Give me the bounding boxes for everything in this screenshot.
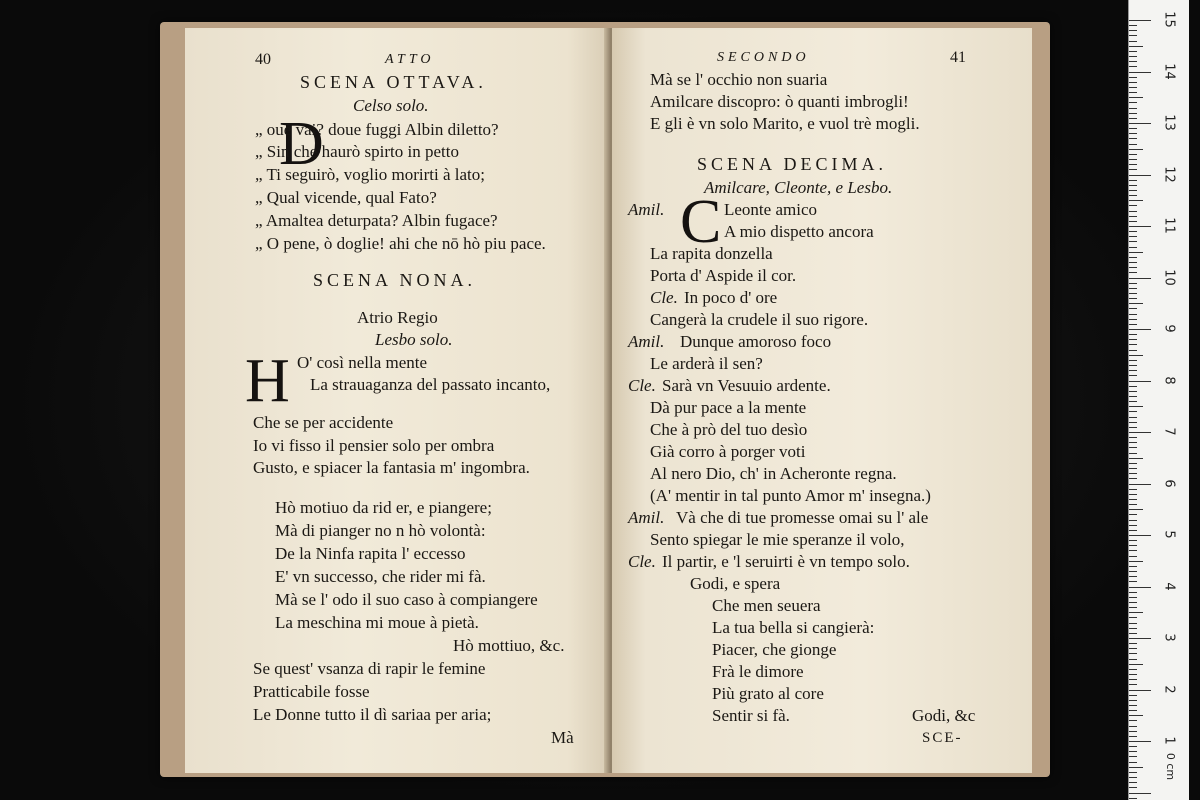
- ruler-tick: [1129, 741, 1151, 742]
- ruler-tick: [1129, 314, 1137, 315]
- ruler-tick: [1129, 128, 1137, 129]
- ruler-tick: [1129, 422, 1137, 423]
- ruler-tick: [1129, 767, 1143, 768]
- ruler-tick: [1129, 169, 1137, 170]
- ruler-number: 1: [1161, 736, 1177, 745]
- speaker-label: Cle.: [650, 288, 678, 307]
- ruler-tick: [1129, 772, 1137, 773]
- verse-line: „ Amaltea deturpata? Albin fugace?: [255, 211, 498, 230]
- verse-line: Le Donne tutto il dì sariaa per aria;: [253, 705, 492, 724]
- ruler-tick: [1129, 262, 1137, 263]
- ruler-tick: [1129, 118, 1137, 119]
- speaker-label: Amil.: [628, 508, 665, 527]
- ruler-tick: [1129, 41, 1137, 42]
- verse-line: La tua bella si cangierà:: [712, 618, 875, 637]
- verse-line: Mà se l' occhio non suaria: [650, 70, 828, 89]
- ruler-tick: [1129, 164, 1137, 165]
- ruler-tick: [1129, 468, 1137, 469]
- measurement-ruler: [1128, 0, 1189, 800]
- verse-line: Il partir, e 'l seruirti è vn tempo solo.: [662, 552, 910, 571]
- verse-line: Dà pur pace a la mente: [650, 398, 807, 417]
- verse-line: Amilcare discopro: ò quanti imbrogli!: [650, 92, 909, 111]
- ruler-tick: [1129, 793, 1151, 794]
- ruler-tick: [1129, 458, 1143, 459]
- ruler-tick: [1129, 427, 1137, 428]
- ruler-tick: [1129, 56, 1137, 57]
- verse-line: La strauaganza del passato incanto,: [310, 375, 551, 394]
- right-page: [612, 28, 1032, 773]
- ruler-tick: [1129, 339, 1137, 340]
- verse-line: „ Sin che haurò spirto in petto: [255, 142, 459, 161]
- ruler-tick: [1129, 334, 1137, 335]
- scene8-cast: Celso solo.: [353, 96, 429, 115]
- ruler-tick: [1129, 267, 1137, 268]
- ruler-tick: [1129, 365, 1137, 366]
- ruler-tick: [1129, 638, 1151, 639]
- verse-line: Al nero Dio, ch' in Acheronte regna.: [650, 464, 897, 483]
- verse-line: In poco d' ore: [684, 288, 778, 307]
- ruler-tick: [1129, 411, 1137, 412]
- ruler-tick: [1129, 391, 1137, 392]
- ruler-tick: [1129, 520, 1137, 521]
- ruler-tick: [1129, 695, 1137, 696]
- ruler-tick: [1129, 581, 1137, 582]
- ruler-tick: [1129, 720, 1137, 721]
- ruler-tick: [1129, 525, 1137, 526]
- verse-line: Pratticabile fosse: [253, 682, 370, 701]
- ruler-tick: [1129, 710, 1137, 711]
- verse-line: Sentir si fà.: [712, 706, 790, 725]
- ruler-number: 15: [1161, 11, 1177, 28]
- ruler-tick: [1129, 298, 1137, 299]
- ruler-tick: [1129, 406, 1143, 407]
- ruler-tick: [1129, 705, 1137, 706]
- ruler-number: 7: [1161, 427, 1177, 436]
- ruler-tick: [1129, 653, 1137, 654]
- ruler-tick: [1129, 561, 1143, 562]
- scene9-title: SCENA NONA.: [313, 270, 477, 290]
- ruler-tick: [1129, 102, 1137, 103]
- ruler-tick: [1129, 123, 1151, 124]
- verse-line: „ Qual vicende, qual Fato?: [255, 188, 437, 207]
- verse-line: Piacer, che gionge: [712, 640, 837, 659]
- ruler-tick: [1129, 272, 1137, 273]
- ruler-tick: [1129, 777, 1137, 778]
- verse-line: E' vn successo, che rider mi fà.: [275, 567, 486, 586]
- drop-cap-d: D: [279, 110, 324, 178]
- ruler-tick: [1129, 401, 1137, 402]
- drop-cap-h: H: [245, 347, 290, 415]
- ruler-tick: [1129, 66, 1137, 67]
- ruler-tick: [1129, 514, 1137, 515]
- ruler-tick: [1129, 180, 1137, 181]
- ruler-tick: [1129, 108, 1137, 109]
- verse-line: Cangerà la crudele il suo rigore.: [650, 310, 869, 329]
- verse-line: E gli è vn solo Marito, e vuol trè mogli.: [650, 114, 920, 133]
- ruler-tick: [1129, 587, 1151, 588]
- verse-line: „ O pene, ò doglie! ahi che nō hò piu pace.: [255, 234, 546, 253]
- verse-line: Più grato al core: [712, 684, 824, 703]
- ruler-tick: [1129, 319, 1137, 320]
- ruler-tick: [1129, 550, 1137, 551]
- verse-line: Hò mottiuo, &c.: [453, 636, 565, 655]
- ruler-tick: [1129, 504, 1137, 505]
- ruler-tick: [1129, 82, 1137, 83]
- ruler-tick: [1129, 674, 1137, 675]
- ruler-tick: [1129, 463, 1137, 464]
- ruler-tick: [1129, 241, 1137, 242]
- ruler-tick: [1129, 530, 1137, 531]
- verse-line: Le arderà il sen?: [650, 354, 763, 373]
- verse-line: Se quest' vsanza di rapir le femine: [253, 659, 486, 678]
- speaker-label: Cle.: [628, 552, 656, 571]
- ruler-tick: [1129, 535, 1151, 536]
- verse-line: Frà le dimore: [712, 662, 804, 681]
- verse-line: Godi, e spera: [690, 574, 781, 593]
- page-number-left: 40: [255, 51, 271, 68]
- ruler-tick: [1129, 72, 1151, 73]
- ruler-tick: [1129, 726, 1137, 727]
- ruler-tick: [1129, 442, 1137, 443]
- ruler-tick: [1129, 751, 1137, 752]
- ruler-tick: [1129, 87, 1137, 88]
- ruler-tick: [1129, 30, 1137, 31]
- ruler-tick: [1129, 628, 1137, 629]
- ruler-tick: [1129, 138, 1137, 139]
- ruler-number: 8: [1161, 375, 1177, 385]
- ruler-number: 9: [1161, 324, 1177, 333]
- page-number-right: 41: [950, 49, 966, 66]
- verse-line: Sento spiegar le mie speranze il volo,: [650, 530, 905, 549]
- ruler-tick: [1129, 46, 1143, 47]
- verse-line: O' così nella mente: [297, 353, 428, 372]
- ruler-tick: [1129, 607, 1137, 608]
- ruler-tick: [1129, 447, 1137, 448]
- ruler-tick: [1129, 205, 1137, 206]
- ruler-tick: [1129, 473, 1137, 474]
- scene9-cast: Lesbo solo.: [375, 330, 453, 349]
- ruler-tick: [1129, 236, 1137, 237]
- ruler-tick: [1129, 484, 1151, 485]
- ruler-number: 4: [1161, 581, 1177, 591]
- ruler-tick: [1129, 97, 1143, 98]
- ruler-tick: [1129, 499, 1137, 500]
- verse-line: Godi, &c: [912, 706, 976, 725]
- speaker-label: Cle.: [628, 376, 656, 395]
- ruler-tick: [1129, 149, 1143, 150]
- ruler-tick: [1129, 355, 1143, 356]
- ruler-tick: [1129, 381, 1151, 382]
- ruler-tick: [1129, 185, 1137, 186]
- ruler-unit-label: 0 cm: [1164, 752, 1178, 781]
- ruler-tick: [1129, 659, 1137, 660]
- scene9-place: Atrio Regio: [357, 308, 438, 327]
- scene10-title: SCENA DECIMA.: [697, 154, 888, 174]
- ruler-tick: [1129, 61, 1137, 62]
- ruler-tick: [1129, 478, 1137, 479]
- verse-line: A mio dispetto ancora: [724, 222, 874, 241]
- ruler-tick: [1129, 700, 1137, 701]
- ruler-tick: [1129, 623, 1137, 624]
- ruler-tick: [1129, 144, 1137, 145]
- ruler-number: 14: [1161, 62, 1177, 80]
- ruler-tick: [1129, 293, 1137, 294]
- ruler-tick: [1129, 602, 1137, 603]
- ruler-tick: [1129, 25, 1137, 26]
- ruler-tick: [1129, 360, 1137, 361]
- ruler-tick: [1129, 288, 1137, 289]
- verse-line: Che men seuera: [712, 596, 821, 615]
- verse-line: De la Ninfa rapita l' eccesso: [275, 544, 466, 563]
- verse-line: (A' mentir in tal punto Amor m' insegna.): [650, 486, 931, 505]
- ruler-number: 11: [1161, 217, 1177, 234]
- ruler-tick: [1129, 684, 1137, 685]
- verse-line: Dunque amoroso foco: [680, 332, 832, 351]
- ruler-tick: [1129, 494, 1137, 495]
- verse-line: La rapita donzella: [650, 244, 773, 263]
- ruler-tick: [1129, 787, 1137, 788]
- ruler-number: 5: [1161, 530, 1177, 539]
- ruler-tick: [1129, 113, 1137, 114]
- ruler-tick: [1129, 350, 1137, 351]
- ruler-tick: [1129, 375, 1137, 376]
- ruler-tick: [1129, 247, 1137, 248]
- verse-line: Io vi fisso il pensier solo per ombra: [253, 436, 495, 455]
- ruler-number: 10: [1161, 268, 1177, 286]
- ruler-tick: [1129, 51, 1137, 52]
- ruler-tick: [1129, 396, 1137, 397]
- verse-line: La meschina mi moue à pietà.: [275, 613, 479, 632]
- ruler-tick: [1129, 679, 1137, 680]
- ruler-tick: [1129, 648, 1137, 649]
- ruler-tick: [1129, 571, 1137, 572]
- ruler-tick: [1129, 664, 1143, 665]
- ruler-tick: [1129, 175, 1151, 176]
- running-head-right: SECONDO: [717, 50, 810, 65]
- ruler-tick: [1129, 509, 1143, 510]
- ruler-tick: [1129, 133, 1137, 134]
- ruler-tick: [1129, 576, 1137, 577]
- ruler-tick: [1129, 92, 1137, 93]
- verse-line: Che se per accidente: [253, 413, 394, 432]
- ruler-tick: [1129, 195, 1137, 196]
- ruler-tick: [1129, 597, 1137, 598]
- verse-line: Hò motiuo da rid er, e piangere;: [275, 498, 492, 517]
- ruler-number: 6: [1161, 478, 1177, 488]
- ruler-tick: [1129, 370, 1137, 371]
- speaker-label: Amil.: [628, 332, 665, 351]
- verse-line: Già corro à porger voti: [650, 442, 806, 461]
- ruler-tick: [1129, 324, 1137, 325]
- ruler-tick: [1129, 489, 1137, 490]
- scene8-title: SCENA OTTAVA.: [300, 72, 487, 92]
- verse-line: Mà se l' odo il suo caso à compiangere: [275, 590, 538, 609]
- catchword-left: Mà: [551, 728, 574, 747]
- ruler-tick: [1129, 437, 1137, 438]
- ruler-tick: [1129, 617, 1137, 618]
- ruler-tick: [1129, 746, 1137, 747]
- verse-line: Che à prò del tuo desìo: [650, 420, 808, 439]
- catchword-right: SCE-: [922, 730, 963, 746]
- ruler-tick: [1129, 159, 1137, 160]
- verse-line: Porta d' Aspide il cor.: [650, 266, 797, 285]
- ruler-tick: [1129, 77, 1137, 78]
- ruler-tick: [1129, 669, 1137, 670]
- ruler-tick: [1129, 221, 1137, 222]
- ruler-tick: [1129, 278, 1151, 279]
- ruler-tick: [1129, 756, 1137, 757]
- ruler-tick: [1129, 211, 1137, 212]
- ruler-tick: [1129, 226, 1151, 227]
- ruler-tick: [1129, 154, 1137, 155]
- scene10-cast: Amilcare, Cleonte, e Lesbo.: [704, 178, 893, 197]
- ruler-tick: [1129, 540, 1137, 541]
- verse-line: Leonte amico: [724, 200, 817, 219]
- speaker-label: Amil.: [628, 200, 665, 219]
- ruler-tick: [1129, 633, 1137, 634]
- running-head-left: ATTO: [385, 52, 435, 67]
- ruler-tick: [1129, 257, 1137, 258]
- ruler-tick: [1129, 612, 1143, 613]
- ruler-tick: [1129, 303, 1143, 304]
- ruler-number: 2: [1161, 684, 1177, 694]
- ruler-tick: [1129, 736, 1137, 737]
- ruler-tick: [1129, 283, 1137, 284]
- ruler-tick: [1129, 545, 1137, 546]
- ruler-tick: [1129, 432, 1151, 433]
- ruler-tick: [1129, 329, 1151, 330]
- ruler-tick: [1129, 782, 1137, 783]
- ruler-tick: [1129, 20, 1151, 21]
- ruler-tick: [1129, 231, 1137, 232]
- ruler-tick: [1129, 566, 1137, 567]
- ruler-tick: [1129, 643, 1137, 644]
- ruler-number: 12: [1161, 165, 1177, 183]
- ruler-tick: [1129, 417, 1137, 418]
- ruler-tick: [1129, 190, 1137, 191]
- ruler-tick: [1129, 344, 1137, 345]
- ruler-tick: [1129, 715, 1143, 716]
- drop-cap-c: C: [680, 188, 722, 256]
- left-page: [185, 28, 610, 773]
- verse-line: Gusto, e spiacer la fantasia m' ingombra.: [253, 458, 530, 477]
- ruler-tick: [1129, 690, 1151, 691]
- verse-line: Mà di pianger no n hò volontà:: [275, 521, 486, 540]
- verse-line: „ Ti seguirò, voglio morirti à lato;: [255, 165, 485, 184]
- ruler-number: 13: [1161, 114, 1177, 131]
- ruler-tick: [1129, 200, 1143, 201]
- ruler-tick: [1129, 762, 1137, 763]
- ruler-tick: [1129, 453, 1137, 454]
- ruler-tick: [1129, 731, 1137, 732]
- ruler-tick: [1129, 386, 1137, 387]
- ruler-tick: [1129, 308, 1137, 309]
- ruler-tick: [1129, 592, 1137, 593]
- verse-line: Sarà vn Vesuuio ardente.: [662, 376, 831, 395]
- ruler-tick: [1129, 252, 1143, 253]
- ruler-tick: [1129, 35, 1137, 36]
- ruler-tick: [1129, 556, 1137, 557]
- ruler-tick: [1129, 216, 1137, 217]
- ruler-number: 3: [1161, 633, 1177, 642]
- verse-line: Và che di tue promesse omai su l' ale: [676, 508, 929, 527]
- verse-line: „ oue vai? doue fuggi Albin diletto?: [255, 120, 499, 139]
- ruler-tick: [1129, 798, 1137, 799]
